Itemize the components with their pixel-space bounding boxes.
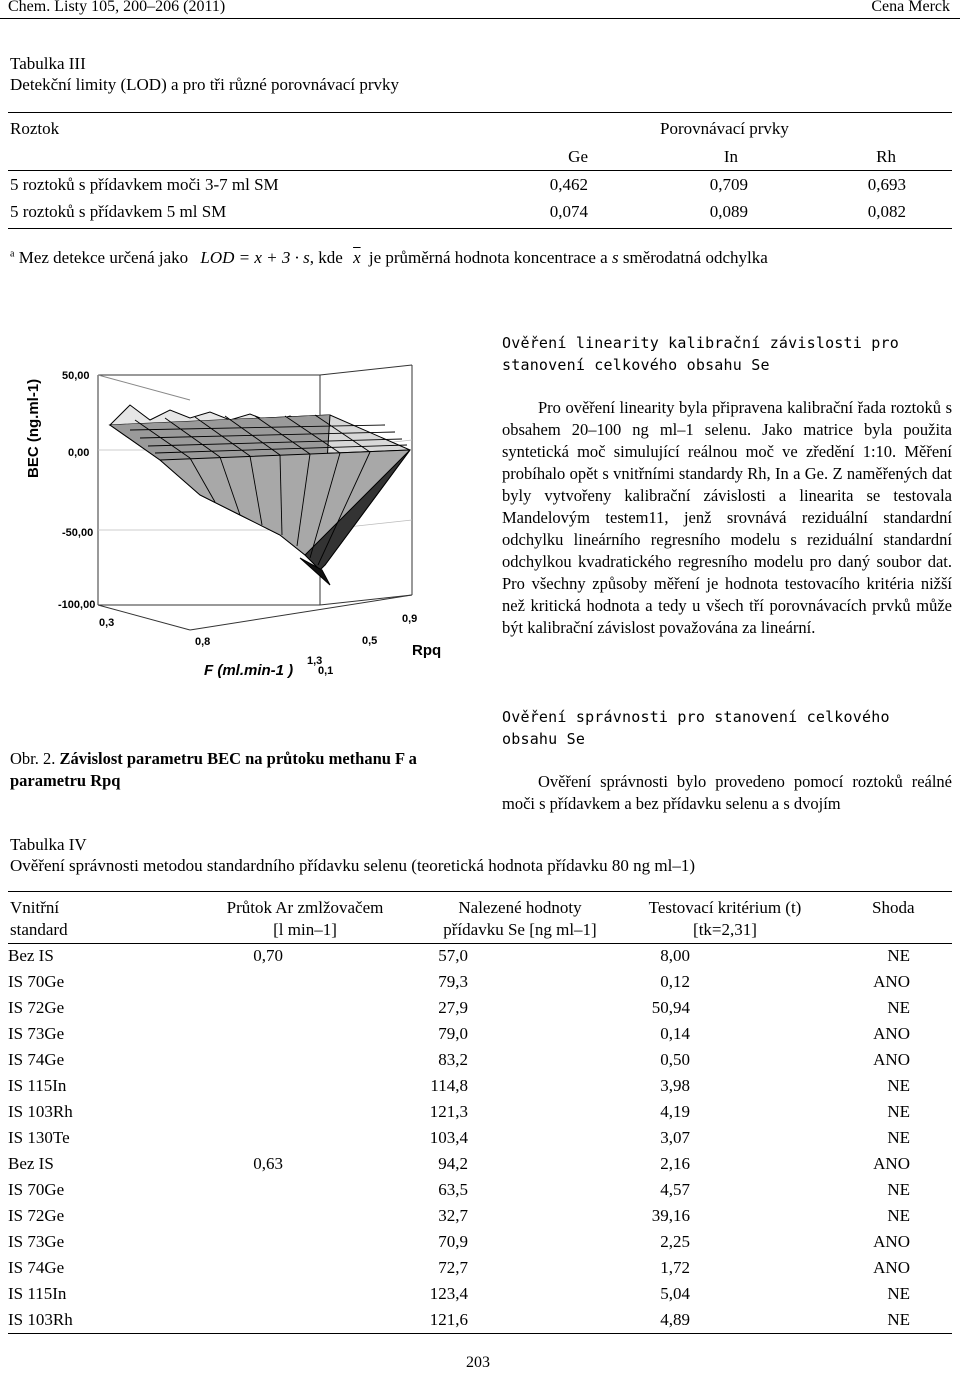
shoda-cell: NE [887, 1076, 910, 1095]
table-row [8, 1099, 952, 1125]
flow-cell: 0,63 [253, 1154, 283, 1173]
table-row [8, 969, 952, 995]
journal-citation: Chem. Listy 105, 200–206 (2011) [8, 0, 226, 15]
table4-header-flow [205, 897, 405, 941]
flow-cell [158, 1281, 348, 1307]
table4-caption-line1: Tabulka IV [10, 835, 87, 854]
lod-formula: LOD = x + 3 · s [200, 248, 310, 267]
header-t-line1: Testovací kritérium (t) [648, 898, 802, 917]
header-t-line2: [tk=2,31] [693, 920, 757, 939]
table-row [8, 1203, 952, 1229]
header-is-line2: standard [10, 920, 68, 939]
shoda-cell: NE [887, 1180, 910, 1199]
f-tick-1-3: 1,3 [307, 655, 323, 667]
t-criterion-cell: 0,14 [660, 1024, 690, 1043]
surface-plot-figure [0, 330, 470, 690]
table3-header-roztok: Roztok [10, 119, 60, 138]
section2-heading: Ověření správnosti pro stanovení celkového obsahu Se [502, 708, 890, 748]
table4-bottom-rule [8, 1333, 952, 1334]
flow-cell [158, 995, 348, 1021]
shoda-cell: NE [887, 1102, 910, 1121]
internal-standard-cell: IS 115In [8, 1284, 67, 1303]
flow-cell [158, 1125, 348, 1151]
table3-row1-label: 5 roztoků s přídavkem moči 3-7 ml SM [10, 175, 279, 194]
header-flow-line1: Průtok Ar zmlžovačem [226, 898, 384, 917]
internal-standard-cell: IS 73Ge [8, 1024, 65, 1043]
found-value-cell: 72,7 [438, 1258, 468, 1277]
internal-standard-cell: IS 130Te [8, 1128, 70, 1147]
header-found-line2: přídavku Se [ng ml–1] [443, 920, 597, 939]
internal-standard-cell: Bez IS [8, 1154, 54, 1173]
table3-row2-label: 5 roztoků s přídavkem 5 ml SM [10, 202, 227, 221]
footnote-s: s [611, 248, 619, 267]
footnote-kde: , kde [309, 248, 343, 267]
z-tick-minus100: -100,00 [58, 599, 96, 611]
flow-cell [158, 1099, 348, 1125]
page-number: 203 [466, 1354, 490, 1371]
shoda-cell: NE [887, 1128, 910, 1147]
footnote-prefix: Mez detekce určená jako [18, 248, 189, 267]
flow-cell [158, 1203, 348, 1229]
found-value-cell: 94,2 [438, 1154, 468, 1173]
running-header [0, 0, 960, 19]
found-value-cell: 79,3 [438, 972, 468, 991]
f-tick-0-8: 0,8 [195, 636, 211, 648]
table3-row1-ge: 0,462 [549, 175, 588, 194]
internal-standard-cell: IS 103Rh [8, 1310, 73, 1329]
rpq-axis-label: Rpq [412, 642, 442, 659]
table3-header-group: Porovnávací prvky [660, 119, 789, 138]
table3-row1-rh: 0,693 [867, 175, 906, 194]
table-row [8, 1307, 952, 1333]
section1-body [502, 397, 952, 639]
internal-standard-cell: Bez IS [8, 946, 54, 965]
header-flow-line2: [l min–1] [273, 920, 337, 939]
found-value-cell: 79,0 [438, 1024, 468, 1043]
shoda-cell: NE [887, 1206, 910, 1225]
table-row [8, 1125, 952, 1151]
table-row [8, 995, 952, 1021]
surface-mesh [110, 405, 410, 585]
rpq-tick-0-1: 0,1 [318, 665, 334, 677]
table-row [8, 1047, 952, 1073]
table4-rows [8, 943, 952, 1333]
table3-row2-rh: 0,082 [867, 202, 906, 221]
table4-header-found [420, 897, 620, 941]
footnote-marker: a [10, 248, 15, 260]
t-criterion-cell: 8,00 [660, 946, 690, 965]
t-criterion-cell: 3,98 [660, 1076, 690, 1095]
table3-row1-in: 0,709 [709, 175, 748, 194]
z-axis-label: BEC (ng.ml-1) [25, 378, 42, 478]
footnote-end: směrodatná odchylka [622, 248, 768, 267]
flow-cell [158, 1255, 348, 1281]
table-row [8, 1177, 952, 1203]
internal-standard-cell: IS 73Ge [8, 1232, 65, 1251]
internal-standard-cell: IS 72Ge [8, 998, 65, 1017]
t-criterion-cell: 50,94 [651, 998, 690, 1017]
table-row [8, 1229, 952, 1255]
header-found-line1: Nalezené hodnoty [458, 898, 582, 917]
t-criterion-cell: 39,16 [651, 1206, 690, 1225]
internal-standard-cell: IS 74Ge [8, 1258, 65, 1277]
table4-header-is [10, 897, 68, 941]
table3-row2-in: 0,089 [709, 202, 748, 221]
f-axis-label: F (ml.min-1 ) [204, 662, 294, 679]
shoda-cell: NE [887, 1310, 910, 1329]
flow-cell: 0,70 [253, 946, 283, 965]
rpq-tick-0-5: 0,5 [362, 635, 378, 647]
found-value-cell: 57,0 [438, 946, 468, 965]
flow-cell [158, 1047, 348, 1073]
flow-cell [158, 1073, 348, 1099]
header-is-line1: Vnitřní [10, 898, 60, 917]
internal-standard-cell: IS 115In [8, 1076, 67, 1095]
table3-col-in: In [723, 147, 738, 166]
table3-row2-ge: 0,074 [549, 202, 588, 221]
t-criterion-cell: 5,04 [660, 1284, 690, 1303]
found-value-cell: 27,9 [438, 998, 468, 1017]
f-tick-0-3: 0,3 [99, 617, 115, 629]
z-tick-0: 0,00 [68, 447, 90, 459]
internal-standard-cell: IS 70Ge [8, 972, 65, 991]
footnote-x: $\overline{x}$ [353, 248, 361, 267]
found-value-cell: 63,5 [438, 1180, 468, 1199]
section1-heading: Ověření linearity kalibrační závislosti pro stanovení celkového obsahu Se [502, 334, 899, 374]
rpq-tick-0-9: 0,9 [402, 613, 418, 625]
shoda-cell: ANO [873, 1154, 910, 1173]
table3-footnote [10, 248, 768, 268]
found-value-cell: 83,2 [438, 1050, 468, 1069]
t-criterion-cell: 3,07 [660, 1128, 690, 1147]
shoda-cell: NE [887, 946, 910, 965]
section-name: Cena Merck [871, 0, 950, 15]
table4-caption-line2: Ověření správnosti metodou standardního přídavku selenu (teoretická hodnota přídavku 80 ng ml–1) [10, 856, 696, 875]
t-criterion-cell: 2,16 [660, 1154, 690, 1173]
t-criterion-cell: 4,19 [660, 1102, 690, 1121]
footnote-post: je průměrná hodnota koncentrace a [368, 248, 608, 267]
flow-cell [158, 1021, 348, 1047]
table3-caption-line1: Tabulka III [10, 54, 86, 73]
t-criterion-cell: 0,12 [660, 972, 690, 991]
found-value-cell: 103,4 [429, 1128, 468, 1147]
z-tick-minus50: -50,00 [62, 527, 94, 539]
flow-cell [158, 969, 348, 995]
internal-standard-cell: IS 70Ge [8, 1180, 65, 1199]
found-value-cell: 32,7 [438, 1206, 468, 1225]
found-value-cell: 114,8 [430, 1076, 468, 1095]
table4-header-t [625, 897, 825, 941]
found-value-cell: 70,9 [438, 1232, 468, 1251]
table3-col-rh: Rh [876, 147, 896, 166]
shoda-cell: ANO [873, 972, 910, 991]
table3-top-rule [8, 112, 952, 113]
internal-standard-cell: IS 74Ge [8, 1050, 65, 1069]
t-criterion-cell: 1,72 [660, 1258, 690, 1277]
table3-bottom-rule [8, 228, 952, 229]
internal-standard-cell: IS 72Ge [8, 1206, 65, 1225]
z-tick-50: 50,00 [62, 370, 90, 382]
flow-cell [158, 1307, 348, 1333]
shoda-cell: ANO [873, 1258, 910, 1277]
shoda-cell: ANO [873, 1232, 910, 1251]
table-row [8, 943, 952, 969]
section2-body [502, 771, 952, 815]
section2-paragraph: Ověření správnosti bylo provedeno pomocí roztoků reálné moči s přídavkem a bez přídavku selenu a s dvojím [502, 772, 952, 813]
table4-body [8, 943, 952, 1333]
t-criterion-cell: 4,89 [660, 1310, 690, 1329]
internal-standard-cell: IS 103Rh [8, 1102, 73, 1121]
flow-cell [158, 1177, 348, 1203]
table3-caption-line2: Detekční limity (LOD) a pro tři různé porovnávací prvky [10, 75, 399, 94]
section1-paragraph: Pro ověření linearity byla připravena kalibrační řada roztoků s obsahem 20–100 ng ml–1 selenu. Jako matrice byla použita syntetická moč simulující reálnou moč ve zředění 1:10. Měření probíhalo opět s vnitřními standardy Rh, In a Ge. Z naměřených dat byly vytvořeny kalibrační závislosti a linearita se testovala Mandelovým testem11, jenž srovnává reziduální standardní odchylku lineárního regresního modelu s reziduální standardní odchylkou kvadratického regresního modelu pro daný soubor dat. Pro všechny způsoby měření je hodnota testovacího kritéria nižší než kritická hodnota a tedy u všech tří porovnávacích prvků může být kalibrační závislost považována za lineární. [502, 398, 952, 637]
flow-cell [158, 1229, 348, 1255]
table-row [8, 1151, 952, 1177]
figure-caption-prefix: Obr. 2. [10, 749, 56, 768]
table-row [8, 1021, 952, 1047]
table4-top-rule [8, 891, 952, 892]
t-criterion-cell: 0,50 [660, 1050, 690, 1069]
shoda-cell: ANO [873, 1024, 910, 1043]
found-value-cell: 121,3 [429, 1102, 468, 1121]
found-value-cell: 123,4 [429, 1284, 468, 1303]
table3-col-ge: Ge [568, 147, 588, 166]
t-criterion-cell: 2,25 [660, 1232, 690, 1251]
shoda-cell: NE [887, 1284, 910, 1303]
shoda-cell: NE [887, 998, 910, 1017]
figure-caption-text: Závislost parametru BEC na průtoku methanu F a parametru Rpq [10, 749, 417, 790]
figure-caption [10, 748, 465, 792]
shoda-cell: ANO [873, 1050, 910, 1069]
found-value-cell: 121,6 [429, 1310, 468, 1329]
table4-header-shoda: Shoda [872, 898, 915, 917]
table-row [8, 1073, 952, 1099]
table-row [8, 1255, 952, 1281]
table3-header-rule [8, 170, 952, 171]
t-criterion-cell: 4,57 [660, 1180, 690, 1199]
table-row [8, 1281, 952, 1307]
